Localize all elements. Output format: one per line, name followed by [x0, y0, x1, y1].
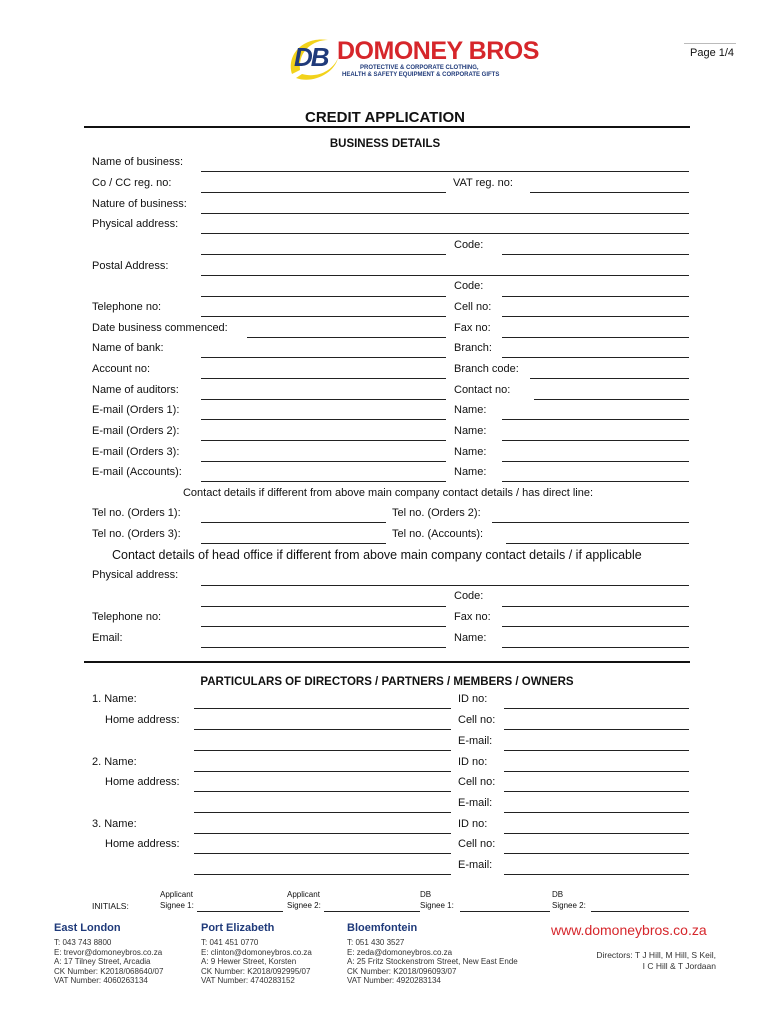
ho-telephone-label: Telephone no:: [92, 611, 162, 623]
applicant-signee1-bottom: Signee 1:: [160, 901, 194, 910]
section-divider: [84, 661, 690, 663]
tel-accounts-label: Tel no. (Accounts):: [392, 528, 484, 540]
postal-code-label: Code:: [454, 280, 484, 292]
email-orders1-name-field[interactable]: [502, 419, 689, 420]
director2-home-field-2[interactable]: [194, 812, 451, 813]
db-signee2-top: DB: [552, 890, 564, 899]
telephone-label: Telephone no:: [92, 301, 162, 313]
director3-name-label: 3. Name:: [92, 818, 137, 830]
director2-id-label: ID no:: [458, 756, 488, 768]
postal-code-field[interactable]: [502, 296, 689, 297]
fax-field[interactable]: [502, 337, 689, 338]
director1-id-label: ID no:: [458, 693, 488, 705]
db-signee1-field[interactable]: [460, 911, 550, 912]
director3-id-label: ID no:: [458, 818, 488, 830]
bf-address: A: 25 Fritz Stockenstrom Street, New East Ende: [347, 957, 518, 966]
fax-label: Fax no:: [454, 322, 491, 334]
email-orders3-name-label: Name:: [454, 446, 487, 458]
director1-name-label: 1. Name:: [92, 693, 137, 705]
name-of-business-label: Name of business:: [92, 156, 184, 168]
pe-email: E: clinton@domoneybros.co.za: [201, 947, 312, 957]
el-address: A: 17 Tilney Street, Arcadia: [54, 957, 151, 966]
ho-fax-field[interactable]: [502, 626, 689, 627]
footer-directors-line1: Directors: T J Hill, M Hill, S Keil,: [596, 950, 716, 960]
director1-name-field[interactable]: [194, 708, 451, 709]
logo-monogram: DB: [294, 42, 328, 72]
email-orders1-field[interactable]: [201, 419, 446, 420]
applicant-signee2-top: Applicant: [287, 890, 320, 899]
applicant-signee2-bottom: Signee 2:: [287, 901, 321, 910]
physical-address-label: Physical address:: [92, 218, 179, 230]
bf-ck: CK Number: K2018/096093/07: [347, 966, 457, 976]
branch-code-field[interactable]: [530, 378, 689, 379]
director3-email-field[interactable]: [504, 874, 689, 875]
nature-label: Nature of business:: [92, 198, 187, 210]
ho-code-field[interactable]: [502, 606, 689, 607]
director2-home-field-1[interactable]: [194, 791, 451, 792]
applicant-signee1-top: Applicant: [160, 890, 193, 899]
director2-cell-label: Cell no:: [458, 776, 496, 788]
postal-address-field-2[interactable]: [201, 296, 446, 297]
bank-label: Name of bank:: [92, 342, 164, 354]
physical-code-label: Code:: [454, 239, 484, 251]
ho-telephone-field[interactable]: [201, 626, 446, 627]
director3-cell-field[interactable]: [504, 853, 689, 854]
telephone-field[interactable]: [201, 316, 446, 317]
email-orders1-name-label: Name:: [454, 404, 487, 416]
tel-orders1-label: Tel no. (Orders 1):: [92, 507, 181, 519]
director2-home-label: Home address:: [105, 776, 180, 788]
account-label: Account no:: [92, 363, 151, 375]
director3-home-field-2[interactable]: [194, 874, 451, 875]
auditor-contact-field[interactable]: [534, 399, 689, 400]
physical-address-field-2[interactable]: [201, 254, 446, 255]
el-ck: CK Number: K2018/068640/07: [54, 966, 164, 976]
branch-field[interactable]: [502, 357, 689, 358]
initials-label: INITIALS:: [92, 901, 129, 911]
account-field[interactable]: [201, 378, 446, 379]
cell-label: Cell no:: [454, 301, 492, 313]
email-orders3-name-field[interactable]: [502, 461, 689, 462]
ho-fax-label: Fax no:: [454, 611, 491, 623]
ho-physical-address-field-2[interactable]: [201, 606, 446, 607]
email-orders2-label: E-mail (Orders 2):: [92, 425, 180, 437]
director2-id-field[interactable]: [504, 771, 689, 772]
page-title: CREDIT APPLICATION: [305, 109, 465, 126]
bf-vat: VAT Number: 4920283134: [347, 976, 441, 985]
director3-email-label: E-mail:: [458, 859, 493, 871]
el-vat: VAT Number: 4060263134: [54, 976, 148, 985]
bf-email: E: zeda@domoneybros.co.za: [347, 947, 453, 957]
vat-reg-field[interactable]: [530, 192, 689, 193]
ho-name-field[interactable]: [502, 647, 689, 648]
director1-cell-label: Cell no:: [458, 714, 496, 726]
footer-website-link[interactable]: www.domoneybros.co.za: [551, 922, 707, 938]
email-accounts-name-label: Name:: [454, 466, 487, 478]
director2-cell-field[interactable]: [504, 791, 689, 792]
director1-email-field[interactable]: [504, 750, 689, 751]
director1-email-label: E-mail:: [458, 735, 493, 747]
co-reg-field[interactable]: [201, 192, 446, 193]
logo-tagline-2: HEALTH & SAFETY EQUIPMENT & CORPORATE GIFTS: [342, 72, 500, 78]
auditors-label: Name of auditors:: [92, 384, 179, 396]
tel-orders2-field[interactable]: [492, 522, 689, 523]
email-accounts-label: E-mail (Accounts):: [92, 466, 182, 478]
db-signee1-top: DB: [420, 890, 432, 899]
director2-name-field[interactable]: [194, 771, 451, 772]
applicant-signee2-field[interactable]: [324, 911, 420, 912]
tel-accounts-field[interactable]: [506, 543, 689, 544]
postal-address-field-1[interactable]: [201, 275, 689, 276]
db-signee1-bottom: Signee 1:: [420, 901, 454, 910]
ho-email-label: Email:: [92, 632, 123, 644]
footer-bloemfontein-info: [347, 938, 518, 986]
bank-field[interactable]: [201, 357, 446, 358]
tel-orders3-field[interactable]: [201, 543, 386, 544]
director1-id-field[interactable]: [504, 708, 689, 709]
head-office-note: Contact details of head office if different from above main company contact details / if applicable: [112, 548, 642, 562]
name-of-business-field[interactable]: [201, 171, 689, 172]
title-rule: [84, 126, 690, 128]
director2-email-label: E-mail:: [458, 797, 493, 809]
pe-address: A: 9 Hewer Street, Korsten: [201, 957, 297, 966]
director1-home-label: Home address:: [105, 714, 180, 726]
page-label-rule: [684, 43, 736, 44]
pe-ck: CK Number: K2018/092995/07: [201, 966, 311, 976]
email-orders2-name-label: Name:: [454, 425, 487, 437]
vat-reg-label: VAT reg. no:: [453, 177, 513, 189]
date-commenced-field[interactable]: [247, 337, 446, 338]
pe-vat: VAT Number: 4740283152: [201, 976, 295, 985]
el-email: E: trevor@domoneybros.co.za: [54, 947, 163, 957]
company-logo: [284, 34, 539, 86]
postal-address-label: Postal Address:: [92, 260, 169, 272]
co-reg-label: Co / CC reg. no:: [92, 177, 172, 189]
footer-port-elizabeth-info: [201, 938, 312, 986]
footer-directors-line2: I C Hill & T Jordaan: [642, 961, 716, 971]
director1-home-field-2[interactable]: [194, 750, 451, 751]
tel-orders1-field[interactable]: [201, 522, 386, 523]
tel-orders2-label: Tel no. (Orders 2):: [392, 507, 481, 519]
applicant-signee1-field[interactable]: [197, 911, 283, 912]
email-orders2-field[interactable]: [201, 440, 446, 441]
director3-name-field[interactable]: [194, 833, 451, 834]
auditor-contact-label: Contact no:: [454, 384, 511, 396]
director3-id-field[interactable]: [504, 833, 689, 834]
contact-note: Contact details if different from above main company contact details / has direct line:: [182, 487, 594, 499]
director3-cell-label: Cell no:: [458, 838, 496, 850]
email-orders3-field[interactable]: [201, 461, 446, 462]
director3-home-field-1[interactable]: [194, 853, 451, 854]
ho-physical-address-field-1[interactable]: [201, 585, 689, 586]
director1-home-field-1[interactable]: [194, 729, 451, 730]
footer-east-london-city: East London: [54, 922, 121, 934]
el-phone: T: 043 743 8800: [54, 938, 112, 947]
footer-east-london-info: [54, 938, 163, 986]
db-signee2-field[interactable]: [591, 911, 689, 912]
footer-bloemfontein-city: Bloemfontein: [347, 922, 418, 934]
db-signee2-bottom: Signee 2:: [552, 901, 586, 910]
physical-code-field[interactable]: [502, 254, 689, 255]
page-label: Page 1/4: [690, 47, 735, 59]
ho-name-label: Name:: [454, 632, 487, 644]
branch-label: Branch:: [454, 342, 492, 354]
email-accounts-field[interactable]: [201, 481, 446, 482]
director3-home-label: Home address:: [105, 838, 180, 850]
ho-email-field[interactable]: [201, 647, 446, 648]
auditors-field[interactable]: [201, 399, 446, 400]
footer-port-elizabeth-city: Port Elizabeth: [201, 922, 275, 934]
logo-name: DOMONEY BROS: [337, 37, 539, 65]
branch-code-label: Branch code:: [454, 363, 519, 375]
directors-heading: PARTICULARS OF DIRECTORS / PARTNERS / MEMBERS / OWNERS: [200, 676, 574, 688]
physical-address-field-1[interactable]: [201, 233, 689, 234]
ho-physical-address-label: Physical address:: [92, 569, 179, 581]
email-orders2-name-field[interactable]: [502, 440, 689, 441]
logo-tagline-1: PROTECTIVE & CORPORATE CLOTHING,: [360, 65, 479, 71]
director1-cell-field[interactable]: [504, 729, 689, 730]
ho-code-label: Code:: [454, 590, 484, 602]
date-commenced-label: Date business commenced:: [92, 322, 228, 334]
business-details-heading: BUSINESS DETAILS: [329, 138, 441, 150]
cell-field[interactable]: [502, 316, 689, 317]
email-accounts-name-field[interactable]: [502, 481, 689, 482]
tel-orders3-label: Tel no. (Orders 3):: [92, 528, 181, 540]
email-orders1-label: E-mail (Orders 1):: [92, 404, 180, 416]
nature-field[interactable]: [201, 213, 689, 214]
director2-email-field[interactable]: [504, 812, 689, 813]
pe-phone: T: 041 451 0770: [201, 938, 259, 947]
email-orders3-label: E-mail (Orders 3):: [92, 446, 180, 458]
bf-phone: T: 051 430 3527: [347, 938, 405, 947]
director2-name-label: 2. Name:: [92, 756, 137, 768]
